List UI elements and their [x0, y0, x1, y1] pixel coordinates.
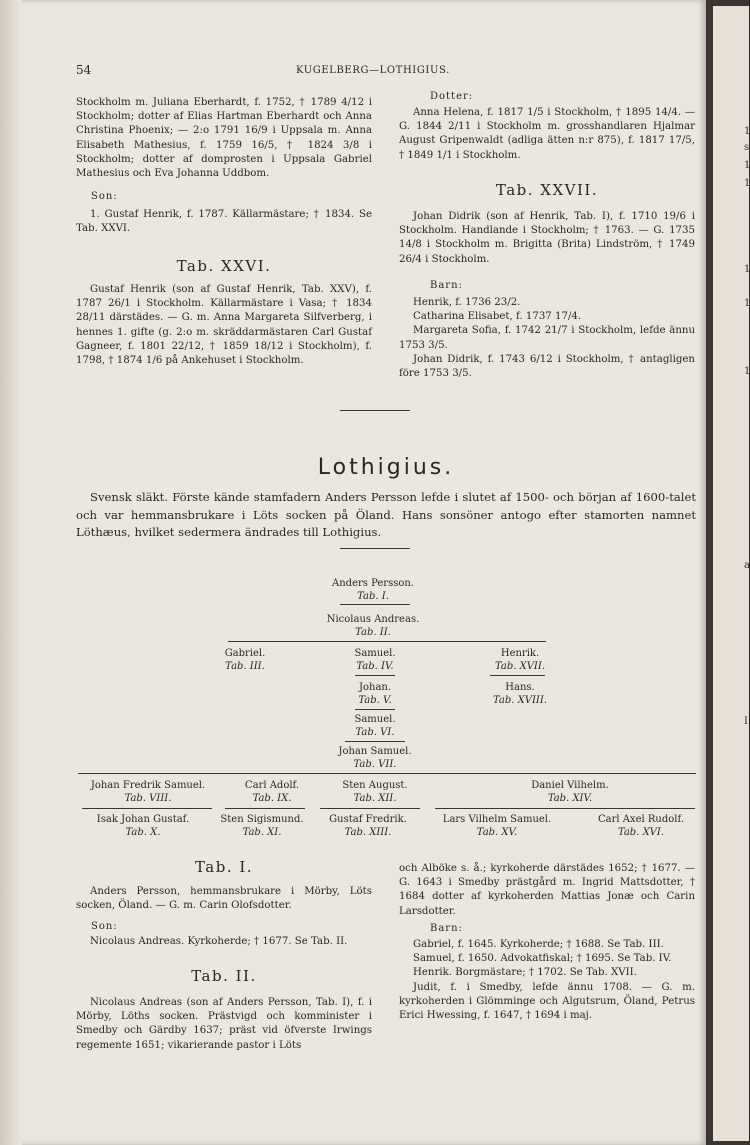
tree-connector — [78, 773, 696, 774]
tab26-heading: Tab. XXVI. — [176, 257, 272, 275]
tree-node-daniel: Daniel Vilhelm. Tab. XIV. — [531, 780, 609, 804]
list-item: Henrik. Borgmästare; † 1702. Se Tab. XVII. — [413, 967, 637, 979]
tree-node-johan-samuel: Johan Samuel. Tab. VII. — [338, 746, 412, 770]
son-heading-top: Son: — [91, 191, 118, 202]
section-divider — [340, 410, 410, 411]
left-top-paragraph: Stockholm m. Juliana Eberhardt, f. 1752, † 1789 4/12 i Stockholm; dotter af Elias Hartman Eberhardt och Anna Christina Phoenix; — 2:o 1791 16/9 i Uppsala m. Anna Elisabeth Mathesius, f. 1759 16/5, † 1824 3/8 i Stockholm; dotter af domprosten i Uppsala Gabriel Mathesius och Eva Johanna Uddbom. — [76, 97, 372, 180]
tree-node-sten-sigismund: Sten Sigismund. Tab. XI. — [220, 814, 304, 838]
edge-char: 1 — [744, 178, 750, 189]
tree-connector — [355, 675, 395, 676]
tab1-heading: Tab. I. — [194, 858, 254, 876]
tab2-barn-heading: Barn: — [430, 923, 463, 934]
list-item: Samuel, f. 1650. Advokatfiskal; † 1695. Se Tab. IV. — [413, 953, 672, 965]
edge-char: 1 — [744, 298, 750, 309]
tree-node-henrik: Henrik. Tab. XVII. — [494, 648, 546, 672]
tree-node-samuel-vi: Samuel. Tab. VI. — [354, 714, 396, 738]
tree-connector — [355, 709, 395, 710]
tree-node-lars: Lars Vilhelm Samuel. Tab. XV. — [442, 814, 552, 838]
edge-char: 1 — [744, 366, 750, 377]
edge-char: 1 — [744, 264, 750, 275]
tab26-text: Gustaf Henrik (son af Gustaf Henrik, Tab. XXV), f. 1787 26/1 i Stockholm. Källarmästare i Vasa; † 1834 28/11 därstädes. — G. m. Anna Margareta Silfverberg, i hennes 1. gifte (g. 2:o m. skräddarmästaren Carl Gustaf Gagneer, f. 1801 22/12, † 1859 18/12 i Stockholm), f. 1798, † 1874 1/6 på Ankehuset i Stockholm. — [76, 284, 372, 367]
tree-connector — [490, 675, 545, 676]
son-entry-top: 1. Gustaf Henrik, f. 1787. Källarmästare; † 1834. Se Tab. XXVI. — [76, 209, 372, 235]
tab2-continued-text: och Alböke s. å.; kyrkoherde därstädes 1652; † 1677. — G. 1643 i Smedby prästgård m. Ingrid Mattsdotter, † 1684 dotter af kyrkoherden Mattias Jonæ och Carin Larsdotter. — [399, 863, 695, 917]
list-item: Gabriel, f. 1645. Kyrkoherde; † 1688. Se Tab. III. — [413, 939, 664, 950]
edge-char: s — [744, 142, 750, 153]
tree-connector — [228, 641, 546, 642]
edge-char: I — [744, 716, 748, 727]
tree-node-johan: Johan. Tab. V. — [358, 682, 392, 706]
tab2-children — [399, 938, 695, 1023]
tree-connector — [82, 808, 212, 809]
family-intro: Svensk släkt. Förste kände stamfadern Anders Persson lefde i slutet af 1500- och början af 1600-talet och var hemmansbrukare i Löts socken på Öland. Hans sonsöner antogo efter stamorten namnet Löthæus, hvilket sedermera ändrades till Lothigius. — [76, 490, 696, 539]
tab2-text: Nicolaus Andreas (son af Anders Persson, Tab. I), f. i Mörby, Löths socken. Prästvigd och komminister i Smedby och Gärdby 1637; präst vid öfverste Irwings regemente 1651; vikarierande pastor i Löts — [76, 997, 372, 1051]
tree-node-isak: Isak Johan Gustaf. Tab. X. — [96, 814, 190, 838]
section-divider — [340, 548, 410, 549]
tree-node-anders: Anders Persson. Tab. I. — [332, 578, 414, 602]
edge-char: a — [744, 560, 750, 571]
page-gutter — [0, 0, 22, 1145]
list-item: Catharina Elisabet, f. 1737 17/4. — [413, 311, 582, 323]
list-item: Judit, f. i Smedby, lefde ännu 1708. — G. m. kyrkoherden i Glömminge och Algutsrum, Öland, Petrus Erici Hwessing, f. 1647, † 1694 i maj. — [399, 981, 695, 1022]
tree-connector — [320, 808, 420, 809]
tab27-barn-heading: Barn: — [430, 280, 463, 291]
dotter-entry: Anna Helena, f. 1817 1/5 i Stockholm, † 1895 14/4. — G. 1844 2/11 i Stockholm m. grosshandlaren Hjalmar August Gripenwaldt (adliga ätten n:r 875), f. 1817 17/5, † 1849 1/1 i Stockholm. — [399, 107, 695, 161]
next-page-edge — [713, 6, 749, 1141]
tree-node-gustaf: Gustaf Fredrik. Tab. XIII. — [329, 814, 407, 838]
tree-node-carl-adolf: Carl Adolf. Tab. IX. — [244, 780, 300, 804]
tab1-son-entry: Nicolaus Andreas. Kyrkoherde; † 1677. Se Tab. II. — [90, 936, 348, 947]
tree-node-hans: Hans. Tab. XVIII. — [493, 682, 547, 706]
tree-node-carl-axel: Carl Axel Rudolf. Tab. XVI. — [597, 814, 685, 838]
list-item: Margareta Sofia, f. 1742 21/7 i Stockholm, lefde ännu 1753 3/5. — [399, 325, 695, 351]
tree-connector — [225, 808, 305, 809]
tree-node-samuel-iv: Samuel. Tab. IV. — [354, 648, 396, 672]
edge-char: 1 — [744, 126, 750, 137]
tab1-son-heading: Son: — [91, 921, 118, 932]
list-item: Henrik, f. 1736 23/2. — [413, 297, 521, 308]
tab1-text: Anders Persson, hemmansbrukare i Mörby, Löts socken, Öland. — G. m. Carin Olofsdotter. — [76, 886, 372, 912]
list-item: Johan Didrik, f. 1743 6/12 i Stockholm, † antagligen före 1753 3/5. — [399, 353, 695, 380]
tab27-heading: Tab. XXVII. — [495, 181, 599, 199]
running-title: KUGELBERG—LOTHIGIUS. — [296, 65, 450, 76]
edge-char: 1 — [744, 160, 750, 171]
tree-node-gabriel: Gabriel. Tab. III. — [224, 648, 266, 672]
tree-node-nicolaus: Nicolaus Andreas. Tab. II. — [326, 614, 420, 638]
tree-node-johan-fredrik: Johan Fredrik Samuel. Tab. VIII. — [90, 780, 206, 804]
tab27-children — [399, 296, 695, 381]
page-number: 54 — [76, 63, 92, 77]
tree-connector — [340, 604, 410, 605]
tree-connector — [345, 741, 405, 742]
tab27-text: Johan Didrik (son af Henrik, Tab. I), f. 1710 19/6 i Stockholm. Handlande i Stockholm; † 1763. — G. 1735 14/8 i Stockholm m. Brigitta (Brita) Lindström, † 1749 26/4 i Stockholm. — [399, 211, 695, 265]
family-title: Lothigius. — [317, 455, 455, 480]
tree-node-sten-august: Sten August. Tab. XII. — [342, 780, 408, 804]
tree-connector — [435, 808, 695, 809]
dotter-heading: Dotter: — [430, 91, 474, 102]
tab2-heading: Tab. II. — [191, 967, 257, 985]
